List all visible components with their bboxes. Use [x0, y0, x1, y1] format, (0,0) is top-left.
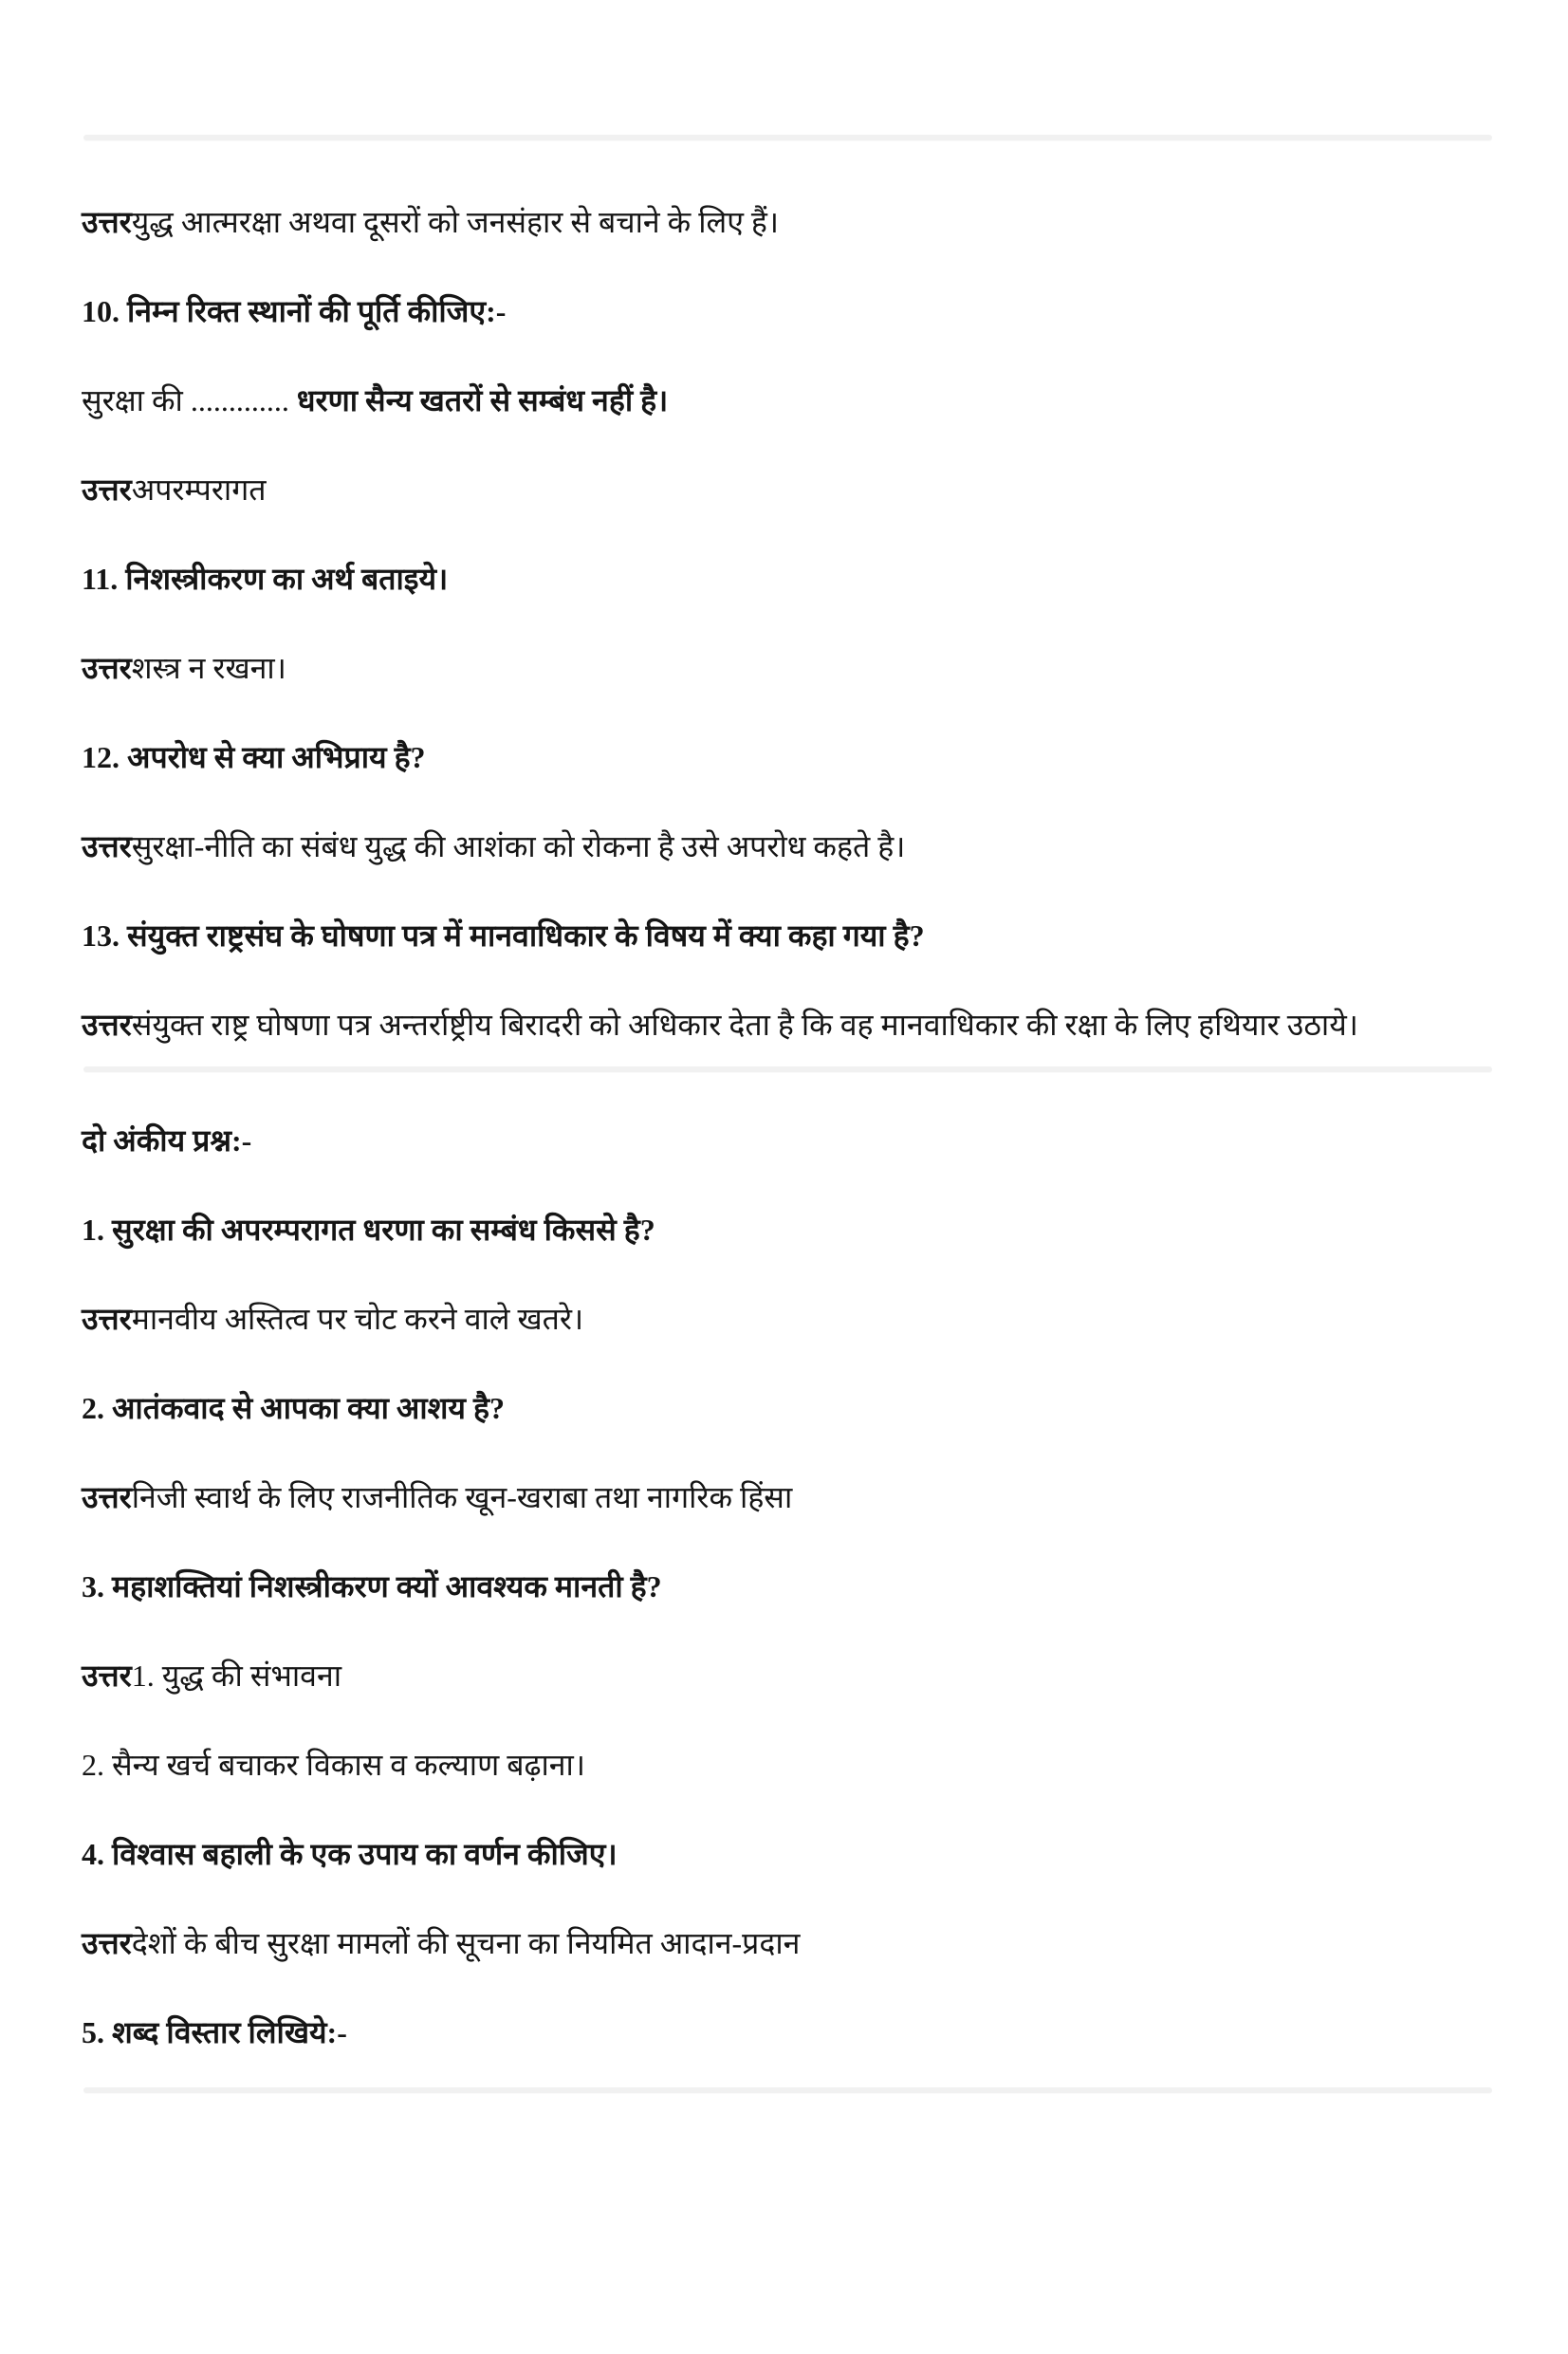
fill-bold-text: धरणा सैन्य खतरों से सम्बंध नहीं है।: [296, 383, 669, 417]
answer-text: देशों के बीच सुरक्षा मामलों की सूचना का नियमित आदान-प्रदान: [131, 1926, 801, 1960]
answer-text: संयुक्त राष्ट्र घोषणा पत्र अन्तर्राष्ट्रीय बिरादरी को अधिकार देता है कि वह मानवाधिकार की रक्षा के लिए हथियार उठाये।: [131, 1008, 1358, 1042]
qa-content: [0, 201, 1568, 2093]
answer-text: अपरम्परागत: [131, 473, 267, 507]
answer-label: उत्तर: [82, 1926, 132, 1960]
question-line-1: 1. सुरक्षा की अपरम्परागत धरणा का सम्बंध किससे है?: [82, 1213, 655, 1247]
section-divider-top: [83, 135, 1492, 140]
section-divider-bottom: [83, 2087, 1492, 2093]
question-line-12: 12. अपरोध से क्या अभिप्राय है?: [82, 740, 426, 774]
answer-line-10: [82, 469, 1483, 510]
answer-text: निजी स्वार्थ के लिए राजनीतिक खून-खराबा तथा नागरिक हिंसा: [131, 1480, 793, 1514]
fill-normal-text: सुरक्षा की .............: [82, 383, 297, 417]
answer-text: युद्ध आत्मरक्षा अथवा दूसरों को जनसंहार से बचाने के लिए हैं।: [131, 205, 780, 239]
question-line-3: 3. महाशक्तियां निशस्त्रीकरण क्यों आवश्यक मानती है?: [82, 1569, 662, 1603]
answer-line-13: [82, 1004, 1483, 1046]
answer-line-11: [82, 647, 1483, 689]
answer-line-9: [82, 201, 1483, 243]
answer-text: शस्त्र न रखना।: [131, 651, 286, 685]
answer-label: उत्तर: [82, 473, 132, 507]
answer-line-12: [82, 825, 1483, 867]
question-line-5: 5. शब्द विस्तार लिखिये:-: [82, 2015, 347, 2049]
answer-label: उत्तर: [82, 829, 132, 863]
answer-text: सुरक्षा-नीति का संबंध युद्ध की आशंका को रोकना है उसे अपरोध कहते है।: [131, 829, 906, 863]
question-line-11: 11. निशस्त्रीकरण का अर्थ बताइये।: [82, 562, 449, 596]
answer-line-4: [82, 1922, 1483, 1964]
answer-label: उत्तर: [82, 205, 132, 239]
section-heading-two-mark: दो अंकीय प्रश्न:-: [82, 1123, 252, 1158]
answer-line-1: [82, 1298, 1483, 1340]
question-line-2: 2. आतंकवाद से आपका क्या आशय है?: [82, 1391, 505, 1425]
answer-line-2: [82, 1476, 1483, 1518]
answer-label: उत्तर: [82, 1480, 132, 1514]
answer-label: उत्तर: [82, 1008, 132, 1042]
answer-text: 1. युद्ध की संभावना: [131, 1659, 341, 1693]
answer-label: उत्तर: [82, 1302, 132, 1336]
fill-in-blank-line: [82, 380, 1483, 421]
question-line-10: 10. निम्न रिक्त स्थानों की पूर्ति कीजिए:-: [82, 294, 507, 328]
answer-text: मानवीय अस्तित्व पर चोट करने वाले खतरे।: [131, 1302, 584, 1336]
answer-label: उत्तर: [82, 651, 132, 685]
document-page: [0, 135, 1568, 2354]
answer-line-3-point-2: 2. सैन्य खर्च बचाकर विकास व कल्याण बढ़ाना।: [82, 1748, 585, 1782]
question-line-4: 4. विश्वास बहाली के एक उपाय का वर्णन कीजिए।: [82, 1837, 618, 1871]
question-line-13: 13. संयुक्त राष्ट्रसंघ के घोषणा पत्र में मानवाधिकार के विषय में क्या कहा गया है?: [82, 918, 925, 953]
section-divider-middle: [83, 1066, 1492, 1072]
answer-label: उत्तर: [82, 1659, 132, 1693]
answer-line-3-point-1: [82, 1655, 1483, 1696]
